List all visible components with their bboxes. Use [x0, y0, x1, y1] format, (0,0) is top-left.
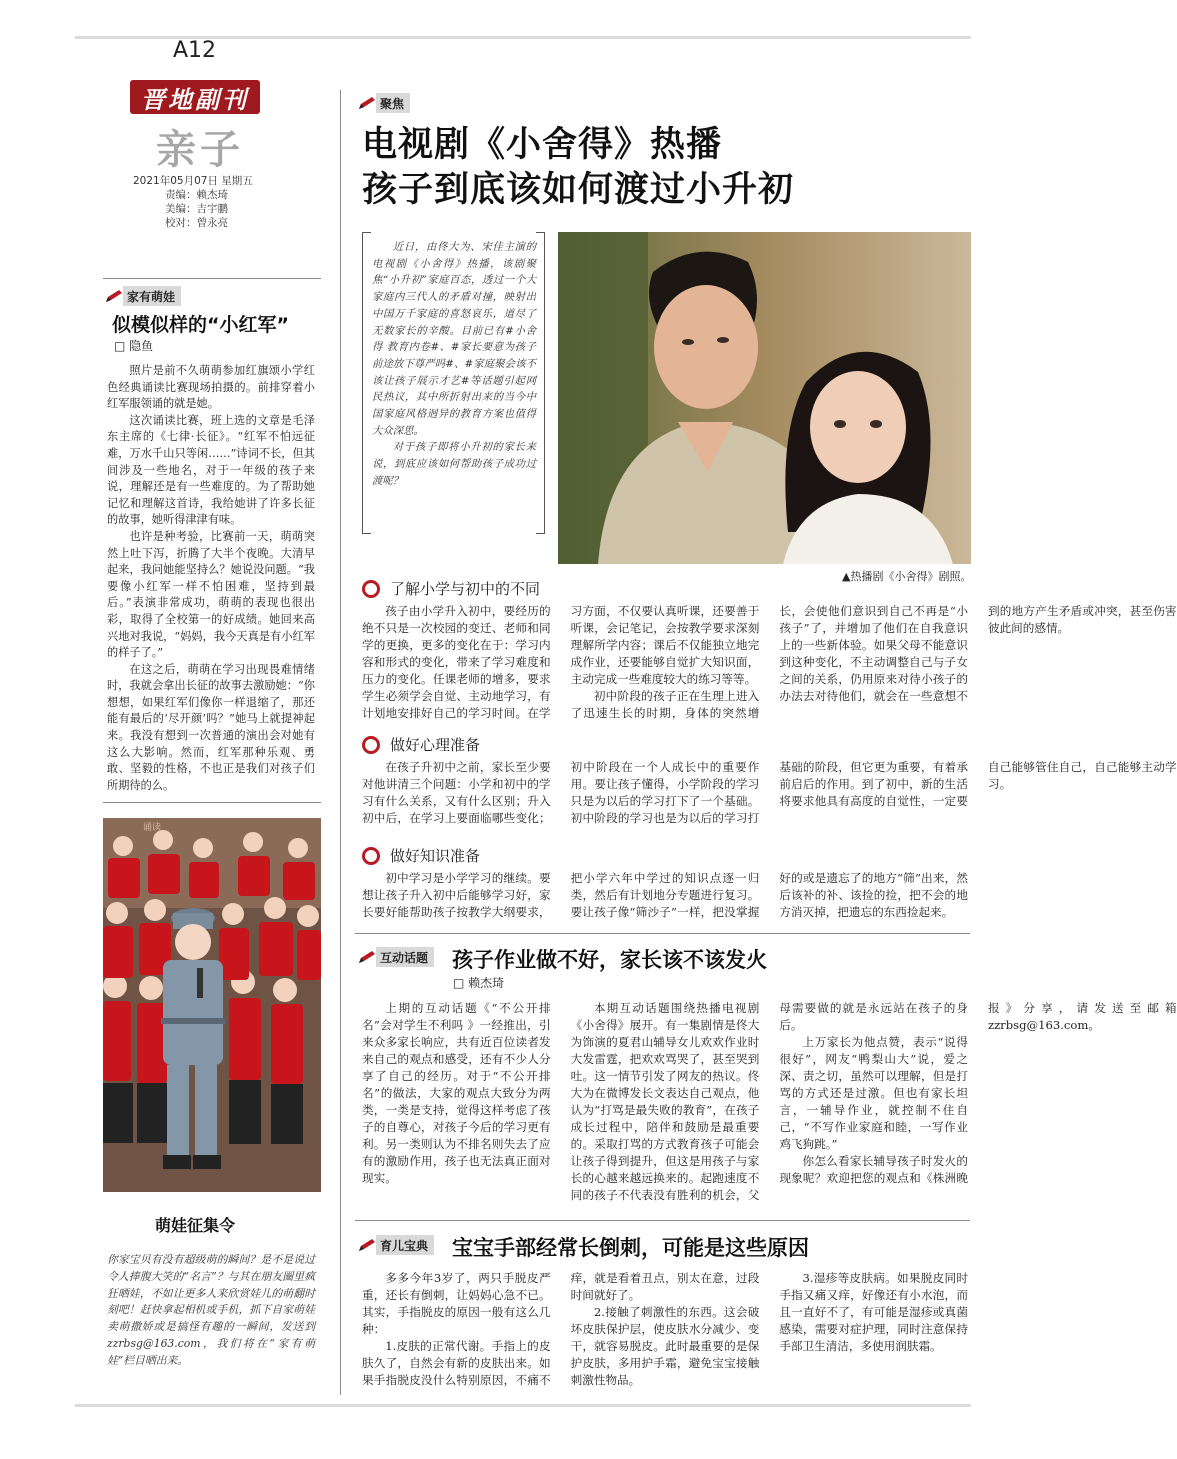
masthead-banner	[130, 80, 260, 114]
section-heading-3	[362, 845, 480, 866]
sidebar-article	[107, 363, 315, 794]
baby-paragraph: 2.接触了刺激性的东西。这会破坏皮肤保护层，使皮肤水分减少、变干，就容易脱皮。此时最重要的是保护皮肤，多用护手霜，避免宝宝接触刺激性物品。	[570, 1305, 760, 1387]
lead-headline-line1: 电视剧《小舍得》热播	[362, 125, 723, 165]
section-paragraph: 初中学习是小学学习的继续。要想让孩子升入初中后能够学习好，家长要好能帮助孩子按教学大纲要求，把小学六年中学过的知识点逐一归类，然后有计划地分专题进行复习。要让孩子像“筛沙子”一样，把没掌握好的或是遗忘了的地方“筛”出来，然后该补的补、该捡的捡，把不会的地方消灭掉，把遗忘的东西捡起来。	[362, 871, 968, 919]
section-heading-text: 了解小学与初中的不同	[390, 580, 541, 598]
column-divider	[340, 90, 341, 1395]
baby-tag-label: 育儿宝典	[376, 1235, 434, 1255]
section-heading-text: 做好心理准备	[390, 736, 481, 754]
section-bullet-icon	[362, 736, 380, 754]
credit-designer: 美编：吉宇鹏	[165, 203, 228, 215]
lead-headline-line2: 孩子到底该如何渡过小升初	[362, 170, 795, 210]
intro-paragraph: 近日，由佟大为、宋佳主演的电视剧《小舍得》热播，该剧聚焦“小升初”家庭百态，透过一个大家庭内三代人的矛盾对撞，映射出中国万千家庭的喜怒哀乐，道尽了无数家长的辛酸。目前已有#小舍得 教育内卷#、#家长要意为孩子前途放下尊严吗#、#家庭聚会该不该让孩子展示才艺#等话题引起网民热议，其中所折射出来的当今中国家庭风格迥异的教育方案也值得大众深思。	[372, 241, 536, 437]
pen-icon	[358, 949, 378, 965]
section-bullet-icon	[362, 847, 380, 865]
lead-tag-label: 聚焦	[376, 93, 410, 113]
section-paragraph: 初中阶段的孩子正在生理上进入了迅速生长的时期，身体的突然增长，会使他们意识到自己不再是“小孩子”了，并增加了他们在自我意识上的一些新体验。如果父母不能意识到这种变化，不主动调整自己与子女之间的关系，仍用原来对待小孩子的办法去对待他们，就会在一些意想不到的地方产生矛盾或冲突，甚至伤害彼此间的感情。	[570, 604, 1177, 720]
call-text: 你家宝贝有没有超级萌的瞬间？是不是说过令人捧腹大笑的“名言”？与其在朋友圈里疯狂晒娃，不如让更多人来欣赏娃儿的萌翻时刻吧！赶快拿起相机或手机，抓下自家萌娃卖萌撒娇或是搞怪有趣的一瞬间，发送到zzrbsg@163.com，我们将在“家有萌娃”栏目晒出来。	[107, 1253, 315, 1367]
section-divider-baby	[355, 1220, 970, 1221]
credit-proofreader: 校对：曾永亮	[165, 217, 228, 229]
intro-bracket-right	[536, 232, 545, 534]
section-1-body	[362, 603, 1177, 727]
lead-intro	[372, 239, 536, 490]
pen-icon	[105, 288, 125, 304]
header-divider	[103, 278, 321, 279]
choir-photo	[103, 818, 321, 1192]
pen-icon	[358, 1237, 378, 1253]
baby-paragraph: 多多今年3岁了，两只手脱皮严重，还长有倒刺，让妈妈心急不已。其实，手指脱皮的原因一般有这么几种：	[362, 1271, 551, 1336]
credit-editor: 责编：赖杰琦	[165, 189, 228, 201]
choir-photo-illustration	[103, 818, 321, 1192]
interaction-byline: □ 赖杰琦	[453, 976, 505, 990]
bottom-border	[75, 1404, 971, 1407]
interaction-tag	[358, 947, 434, 967]
masthead-text: 晋地副刊	[141, 84, 249, 114]
baby-headline: 宝宝手部经常长倒刺，可能是这些原因	[452, 1236, 809, 1260]
call-title: 萌娃征集令	[155, 1216, 236, 1235]
intro-paragraph: 对于孩子即将小升初的家长来说，到底应该如何帮助孩子成功过渡呢？	[372, 441, 536, 487]
sidebar-paragraph: 在这之后，萌萌在学习出现畏难情绪时，我就会拿出长征的故事去激励她：“你想想，如果红军们像你一样退缩了，那还能有最后的‘尽开颜’吗？”她马上就提神起来。我没有想到一次普通的演出会对她有这么大影响。然而，红军那种乐观、勇敢、坚毅的性格，不也正是我们对孩子们所期待的么。	[107, 662, 315, 792]
sidebar-title: 似模似样的“小红军”	[112, 314, 289, 336]
drama-photo-caption: ▲热播剧《小舍得》剧照。	[842, 570, 972, 583]
sidebar-tag	[105, 286, 181, 306]
interaction-paragraph: 本期互动话题围绕热播电视剧《小舍得》展开。有一集剧情是佟大为饰演的夏君山辅导女儿欢欢作业时大发雷霆，把欢欢骂哭了，甚至哭到吐。这一情节引发了网友的热议。佟大为在微博发长文表达自己观点，他认为“打骂是最失败的教育”，在孩子成长过程中，陪伴和鼓励是最重要的。采取打骂的方式教育孩子可能会让孩子得到提升，但这是用孩子与家长的心越来越远换来的。起跑速度不同的孩子不代表没有胜利的机会，父母需要做的就是永远站在孩子的身后。	[570, 1001, 968, 1202]
sidebar-paragraph: 也许是种考验，比赛前一天，萌萌突然上吐下泻，折腾了大半个夜晚。大清早起来，我问她能坚持么？她说没问题。“我要像小红军一样不怕困难，坚持到最后。”表演非常成功，萌萌的表现也很出彩，取得了全校第一的好成绩。她回来高兴地对我说，“妈妈，我今天真是有小红军的样子了。”	[107, 529, 315, 660]
section-divider-interaction	[355, 933, 970, 934]
sidebar-paragraph: 照片是前不久萌萌参加红旗颂小学红色经典诵读比赛现场拍摄的。前排穿着小红军服领诵的就是她。	[107, 364, 315, 411]
interaction-tag-label: 互动话题	[376, 947, 434, 967]
interaction-paragraph: 上万家长为他点赞，表示“说得很好”，网友“鸭梨山大”说，爱之深、责之切，虽然可以理解，但是打骂的方式还是过激。但也有家长坦言，一辅导作业，就控制不住自己，“不写作业家庭和睦，一写作业鸡飞狗跳。”	[779, 1035, 968, 1151]
drama-photo	[558, 232, 971, 564]
sidebar-byline: □ 隐鱼	[114, 339, 154, 353]
photo-banner-text: 诵读	[143, 823, 162, 833]
section-heading-1	[362, 578, 540, 599]
interaction-body	[362, 1000, 1177, 1210]
sidebar-tag-label: 家有萌娃	[123, 286, 181, 306]
page-number: A12	[173, 38, 217, 63]
sidebar-paragraph: 这次诵读比赛，班上选的文章是毛泽东主席的《七律·长征》。“红军不怕远征难，万水千山只等闲……”诗词不长，但其间涉及一些地名，对于一年级的孩子来说，理解还是有一些难度的。为了帮助她记忆和理解这首诗，我给她讲了许多长征的故事，她听得津津有味。	[107, 413, 315, 527]
pen-icon	[358, 95, 378, 111]
section-title: 亲子	[156, 126, 244, 173]
section-heading-2	[362, 734, 480, 755]
baby-tag	[358, 1235, 434, 1255]
interaction-paragraph: 你怎么看家长辅导孩子时发火的现象呢？欢迎把您的观点和《株洲晚报》分享，请发送至邮箱zzrbsg@163.com。	[779, 1001, 1177, 1185]
interaction-headline: 孩子作业做不好，家长该不该发火	[452, 948, 767, 972]
section-paragraph: 在孩子升初中之前，家长至少要对他讲清三个问题：小学和初中的学习有什么关系，又有什么区别；升入初中后，在学习上要面临哪些变化；初中阶段在一个人成长中的重要作用。要让孩子懂得，小学阶段的学习只是为以后的学习打下了一个基础。初中阶段的学习也是为以后的学习打基础的阶段，但它更为重要，有着承前启后的作用。到了初中，新的生活将要求他具有高度的自觉性，一定要自己能够管住自己，自己能够主动学习。	[362, 760, 1177, 825]
section-paragraph: 孩子由小学升入初中，要经历的绝不只是一次校园的变迁、老师和同学的更换，更多的变化在于：学习内容和形式的变化，带来了学习难度和压力的变化。任课老师的增多，要求学生必须学会自觉、主动地学习，有计划地安排好自己的学习时间。在学习方面，不仅要认真听课，还要善于听课，会记笔记，会按教学要求深刻理解所学内容；课后不仅能独立地完成作业，还要能够自觉扩大知识面，主动完成一些难度较大的练习等等。	[362, 604, 760, 720]
baby-paragraph: 1.皮肤的正常代谢。手指上的皮肤久了，自然会有新的皮肤出来。如果手指脱皮没什么特别原因，不痛不痒，就是看着丑点，别太在意，过段时间就好了。	[362, 1271, 760, 1387]
section-bullet-icon	[362, 580, 380, 598]
baby-paragraph: 3.湿疹等皮肤病。如果脱皮同时手指又痛又痒，好像还有小水泡，而且一直好不了，有可能是湿疹或真菌感染，需要对症护理，同时注意保持手部卫生清洁，多使用润肤霜。	[779, 1271, 968, 1353]
issue-date: 2021年05月07日 星期五	[133, 175, 253, 187]
baby-body	[362, 1270, 968, 1398]
section-heading-text: 做好知识准备	[390, 847, 481, 865]
sidebar-divider	[103, 802, 321, 803]
lead-tag	[358, 93, 410, 113]
section-2-body	[362, 759, 1177, 839]
drama-photo-illustration	[558, 232, 971, 564]
section-3-body	[362, 870, 968, 930]
interaction-paragraph: 上期的互动话题《“不公开排名”会对学生不利吗 》一经推出，引来众多家长响应，共有近百位读者发来自己的观点和感受，还有不少人分享了自己的经历。对于“不公开排名”的做法，大家的观点大致分为两类，一类是支持，觉得这样考虑了孩子的自尊心，对孩子今后的学习更有利。另一类则认为不排名则失去了应有的激励作用，孩子也无法真正面对现实。	[362, 1001, 551, 1185]
intro-bracket-left	[362, 232, 371, 534]
